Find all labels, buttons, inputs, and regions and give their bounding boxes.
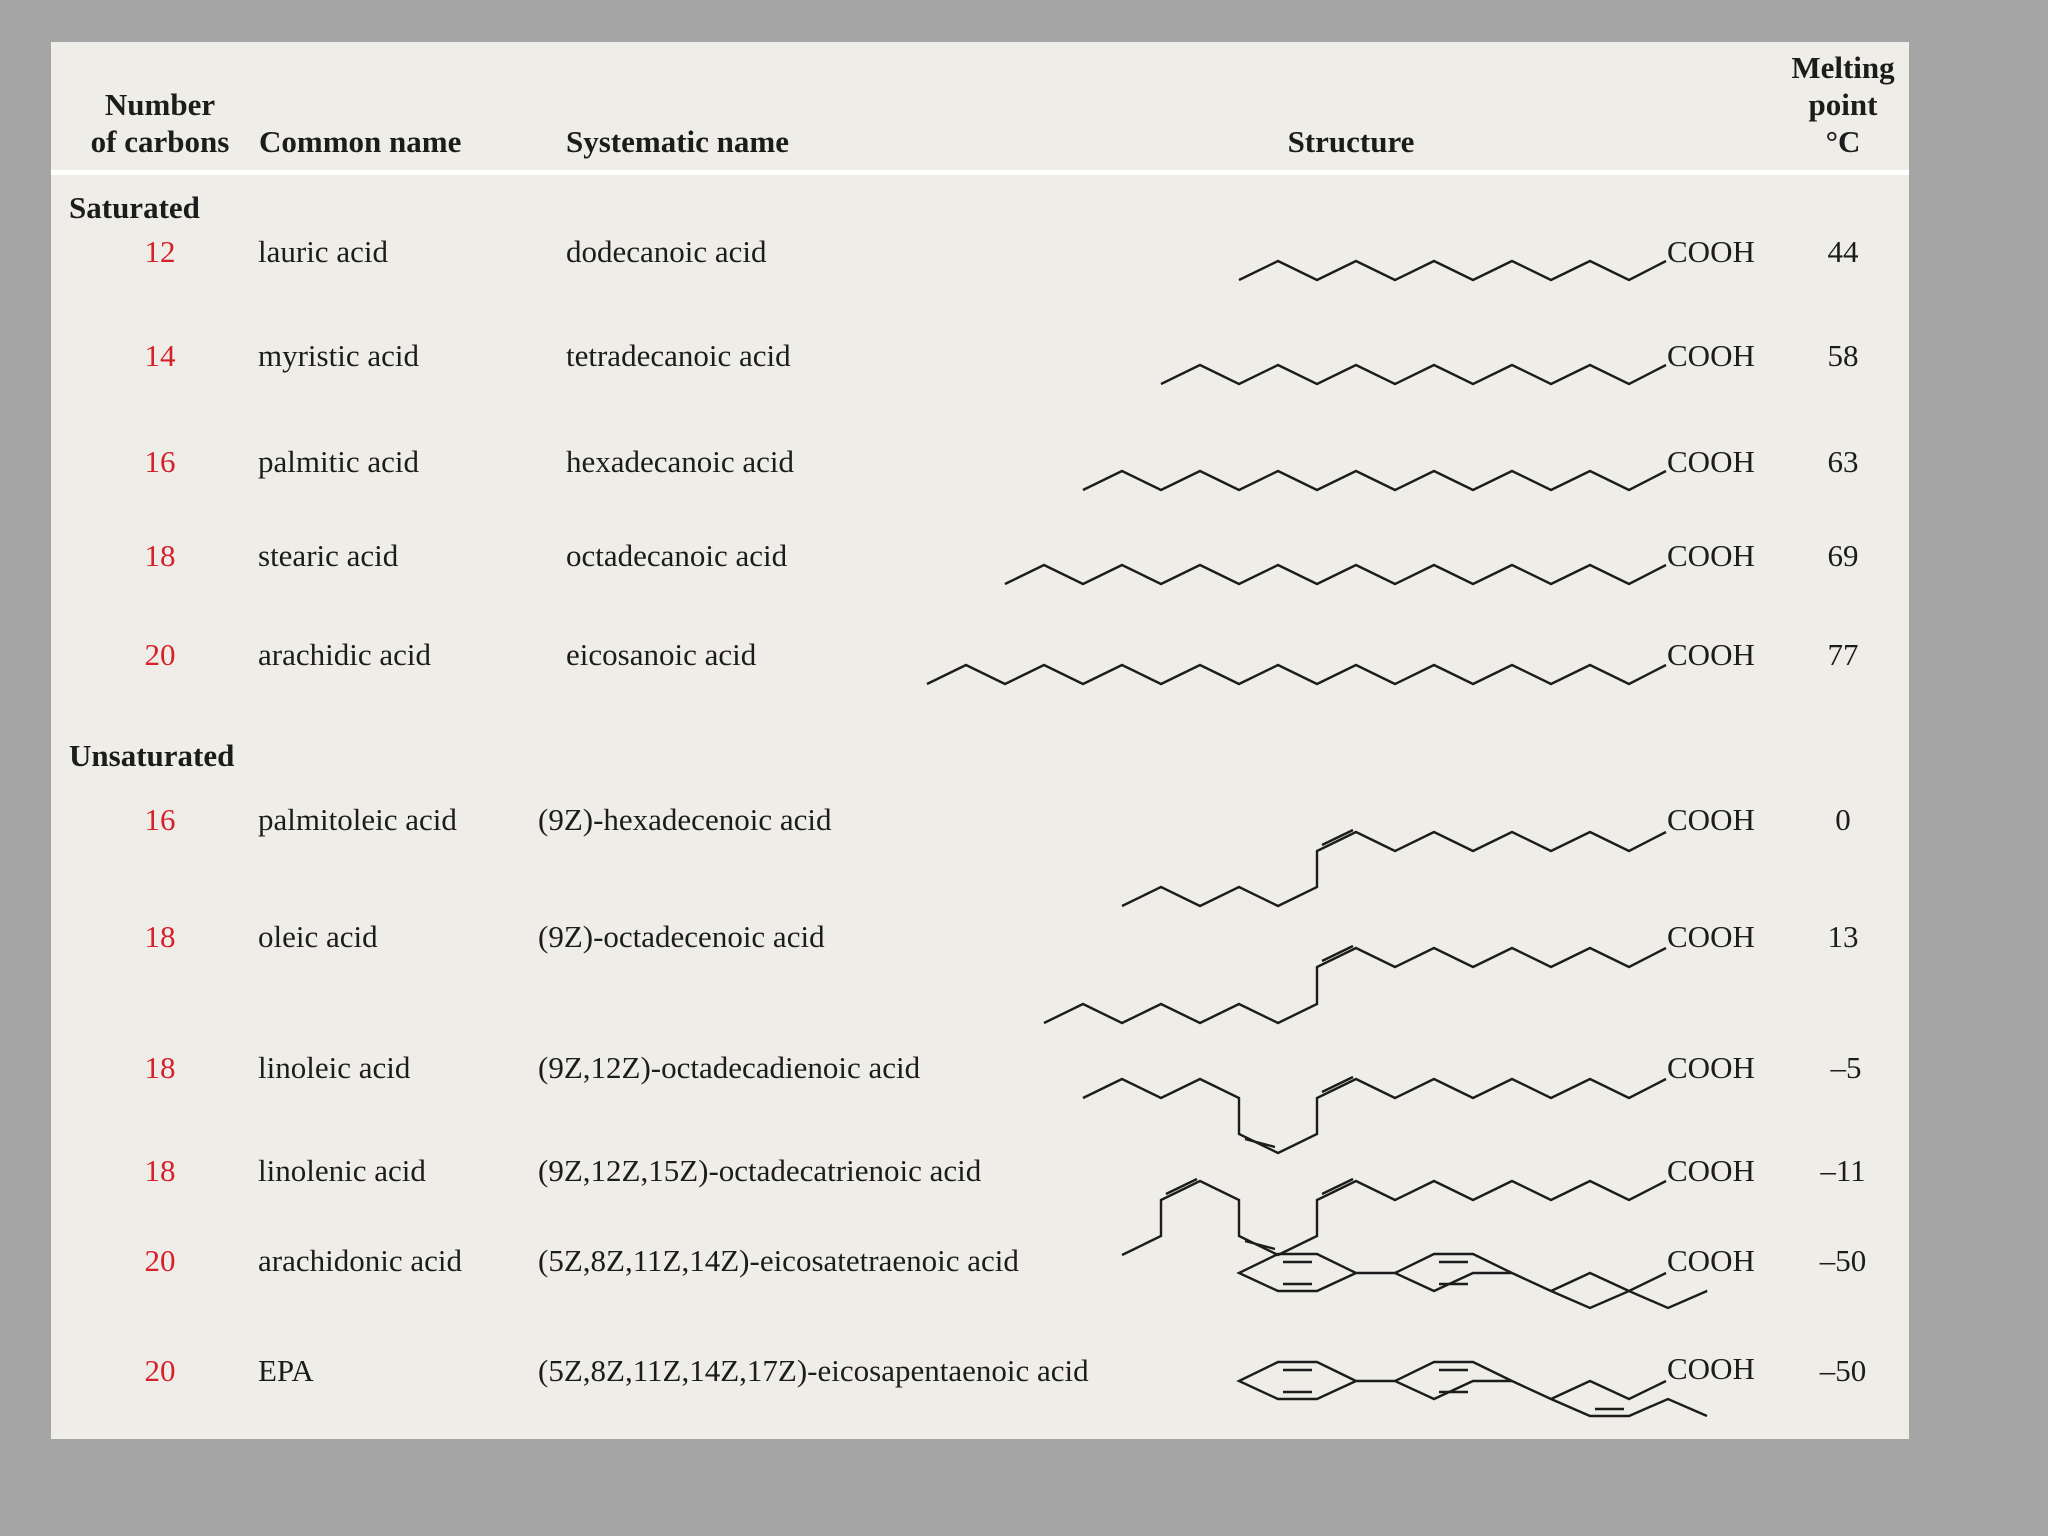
melting-point: 58 (1827, 338, 1859, 373)
double-bond (1322, 1077, 1353, 1092)
common-name: arachidonic acid (258, 1243, 462, 1278)
header-melting-point-line1: Melting (1791, 50, 1895, 85)
palmitoleic-acid-structure (1122, 832, 1666, 906)
carbon-count: 20 (144, 1353, 176, 1388)
systematic-name: (5Z,8Z,11Z,14Z)-eicosatetraenoic acid (538, 1243, 1019, 1278)
systematic-name: (5Z,8Z,11Z,14Z,17Z)-eicosapentaenoic acid (538, 1353, 1089, 1388)
cooh-label: COOH (1667, 1153, 1755, 1188)
melting-point: 63 (1827, 444, 1859, 479)
systematic-name: hexadecanoic acid (566, 444, 795, 479)
section-unsaturated: Unsaturated (69, 738, 235, 773)
double-bond (1245, 1139, 1275, 1147)
melting-point: 77 (1827, 637, 1859, 672)
systematic-name: (9Z)-hexadecenoic acid (538, 802, 832, 837)
double-bond (1322, 830, 1353, 845)
cooh-label: COOH (1667, 1351, 1755, 1386)
systematic-name: tetradecanoic acid (566, 338, 791, 373)
systematic-name: (9Z,12Z)-octadecadienoic acid (538, 1050, 921, 1085)
double-bond (1166, 1179, 1197, 1194)
header-carbons-line2: of carbons (90, 124, 230, 159)
systematic-name: octadecanoic acid (566, 538, 788, 573)
double-bond (1322, 1179, 1353, 1194)
carbon-count: 14 (144, 338, 176, 373)
cooh-label: COOH (1667, 802, 1755, 837)
common-name: myristic acid (258, 338, 419, 373)
header-common-name: Common name (259, 124, 462, 159)
carbon-count: 20 (144, 1243, 176, 1278)
double-bond (1322, 946, 1353, 961)
melting-point: 44 (1827, 234, 1859, 269)
common-name: arachidic acid (258, 637, 431, 672)
melting-point: 0 (1835, 802, 1851, 837)
common-name: lauric acid (258, 234, 388, 269)
carbon-count: 20 (144, 637, 176, 672)
carbon-count: 18 (144, 919, 176, 954)
lauric-acid-structure (1239, 261, 1666, 280)
systematic-name: dodecanoic acid (566, 234, 767, 269)
melting-point: 13 (1827, 919, 1859, 954)
linolenic-acid-structure (1122, 1181, 1666, 1255)
common-name: oleic acid (258, 919, 378, 954)
cooh-label: COOH (1667, 234, 1755, 269)
melting-point: –50 (1819, 1353, 1867, 1388)
common-name: stearic acid (258, 538, 399, 573)
systematic-name: (9Z)-octadecenoic acid (538, 919, 825, 954)
header-carbons-line1: Number (104, 87, 216, 122)
common-name: EPA (258, 1353, 314, 1388)
melting-point: 69 (1827, 538, 1859, 573)
carbon-count: 18 (144, 1153, 176, 1188)
section-saturated: Saturated (69, 190, 200, 225)
common-name: linolenic acid (258, 1153, 426, 1188)
cooh-label: COOH (1667, 1050, 1755, 1085)
melting-point: –11 (1820, 1153, 1866, 1188)
oleic-acid-structure (1044, 948, 1666, 1023)
common-name: linoleic acid (258, 1050, 411, 1085)
cooh-label: COOH (1667, 538, 1755, 573)
header-melting-point-line2: point (1808, 87, 1878, 122)
cooh-label: COOH (1667, 444, 1755, 479)
carbon-count: 18 (144, 1050, 176, 1085)
carbon-count: 18 (144, 538, 176, 573)
header-systematic-name: Systematic name (566, 124, 789, 159)
header-melting-point-line3: °C (1825, 124, 1861, 159)
stearic-acid-structure (1005, 565, 1666, 584)
cooh-label: COOH (1667, 637, 1755, 672)
cooh-label: COOH (1667, 338, 1755, 373)
carbon-count: 16 (144, 444, 176, 479)
myristic-acid-structure (1161, 365, 1666, 384)
systematic-name: (9Z,12Z,15Z)-octadecatrienoic acid (538, 1153, 982, 1188)
double-bond (1245, 1241, 1275, 1249)
common-name: palmitoleic acid (258, 802, 457, 837)
palmitic-acid-structure (1083, 471, 1666, 490)
carbon-count: 16 (144, 802, 176, 837)
cooh-label: COOH (1667, 919, 1755, 954)
melting-point: –50 (1819, 1243, 1867, 1278)
carbon-count: 12 (144, 234, 176, 269)
common-name: palmitic acid (258, 444, 419, 479)
arachidic-acid-structure (927, 665, 1666, 684)
cooh-label: COOH (1667, 1243, 1755, 1278)
linoleic-acid-structure (1083, 1079, 1666, 1153)
systematic-name: eicosanoic acid (566, 637, 757, 672)
header-structure: Structure (1287, 124, 1415, 159)
melting-point: –5 (1830, 1050, 1862, 1085)
